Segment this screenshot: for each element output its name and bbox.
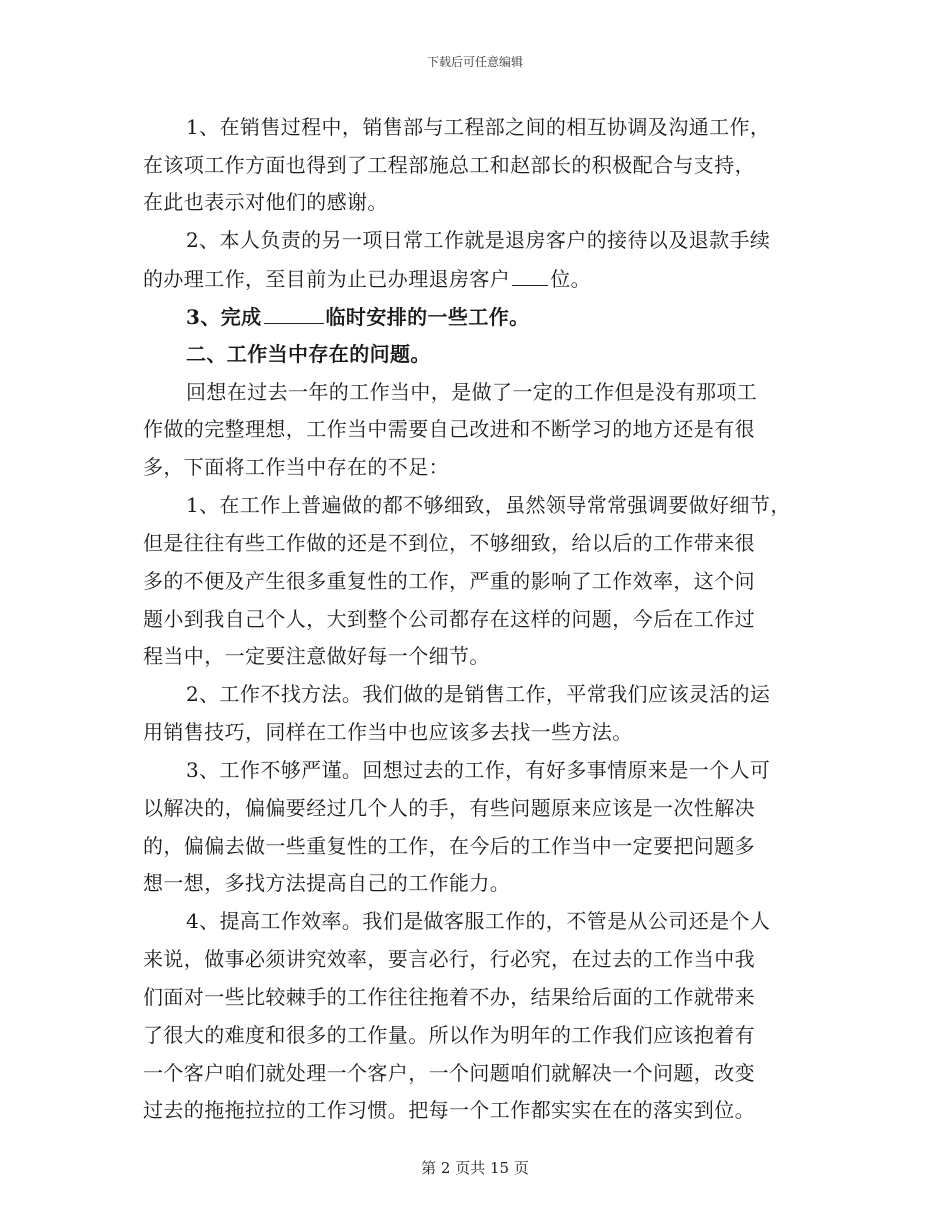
text-line: 以解决的，偏偏要经过几个人的手，有些问题原来应该是一次性解决 [143,796,755,820]
text-line: 用销售技巧，同样在工作当中也应该多去找一些方法。 [143,720,633,744]
section-item-heading: 3、完成 临时安排的一些工作。 [186,297,530,335]
text-line: 在该项工作方面也得到了工程部施总工和赵部长的积极配合与支持， [143,153,755,177]
text-line: 多，下面将工作当中存在的不足： [143,455,449,479]
text-line: 1、在工作上普遍做的都不够细致，虽然领导常常强调要做好细节， [186,493,791,517]
text-line: 程当中，一定要注意做好每一个细节。 [143,644,490,668]
page-header: 下载后可任意编辑 [426,55,523,69]
text-line: 了很大的难度和很多的工作量。所以作为明年的工作我们应该抱着有 [143,1023,755,1047]
text-line: 回想在过去一年的工作当中，是做了一定的工作但是没有那项工 [186,380,758,404]
text-line: 在此也表示对他们的感谢。 [143,190,388,214]
text-line: 作做的完整理想，工作当中需要自己改进和不断学习的地方还是有很 [143,417,755,441]
text-line: 题小到我自己个人，大到整个公司都存在这样的问题，今后在工作过 [143,607,755,631]
fill-in-blank [512,259,548,286]
text-line: 来说，做事必须讲究效率，要言必行，行必究，在过去的工作当中我 [143,947,755,971]
text-line: 一个客户咱们就处理一个客户，一个问题咱们就解决一个问题，改变 [143,1061,755,1085]
text-line: 3、工作不够严谨。回想过去的工作，有好多事情原来是一个人可 [186,758,771,782]
text-line: 的办理工作，至目前为止已办理退房客户 位。 [143,259,591,297]
page-footer: 第 2 页共 15 页 [421,1159,529,1177]
fill-in-blank [264,297,324,324]
section-heading: 二、工作当中存在的问题。 [186,342,431,366]
text-line: 但是往往有些工作做的还是不到位，不够细致，给以后的工作带来很 [143,531,755,555]
text-line: 2、本人负责的另一项日常工作就是退房客户的接待以及退款手续 [186,228,771,252]
text-line: 过去的拖拖拉拉的工作习惯。把每一个工作都实实在在的落实到位。 [143,1098,755,1122]
text-line: 们面对一些比较棘手的工作往往拖着不办，结果给后面的工作就带来 [143,985,755,1009]
text-line: 的，偏偏去做一些重复性的工作，在今后的工作当中一定要把问题多 [143,834,755,858]
text-line: 想一想，多找方法提高自己的工作能力。 [143,871,511,895]
text-line: 2、工作不找方法。我们做的是销售工作，平常我们应该灵活的运 [186,682,771,706]
text-line: 4、提高工作效率。我们是做客服工作的，不管是从公司还是个人 [186,909,771,933]
text-line: 1、在销售过程中，销售部与工程部之间的相互协调及沟通工作， [186,115,771,139]
text-line: 多的不便及产生很多重复性的工作，严重的影响了工作效率，这个问 [143,569,755,593]
